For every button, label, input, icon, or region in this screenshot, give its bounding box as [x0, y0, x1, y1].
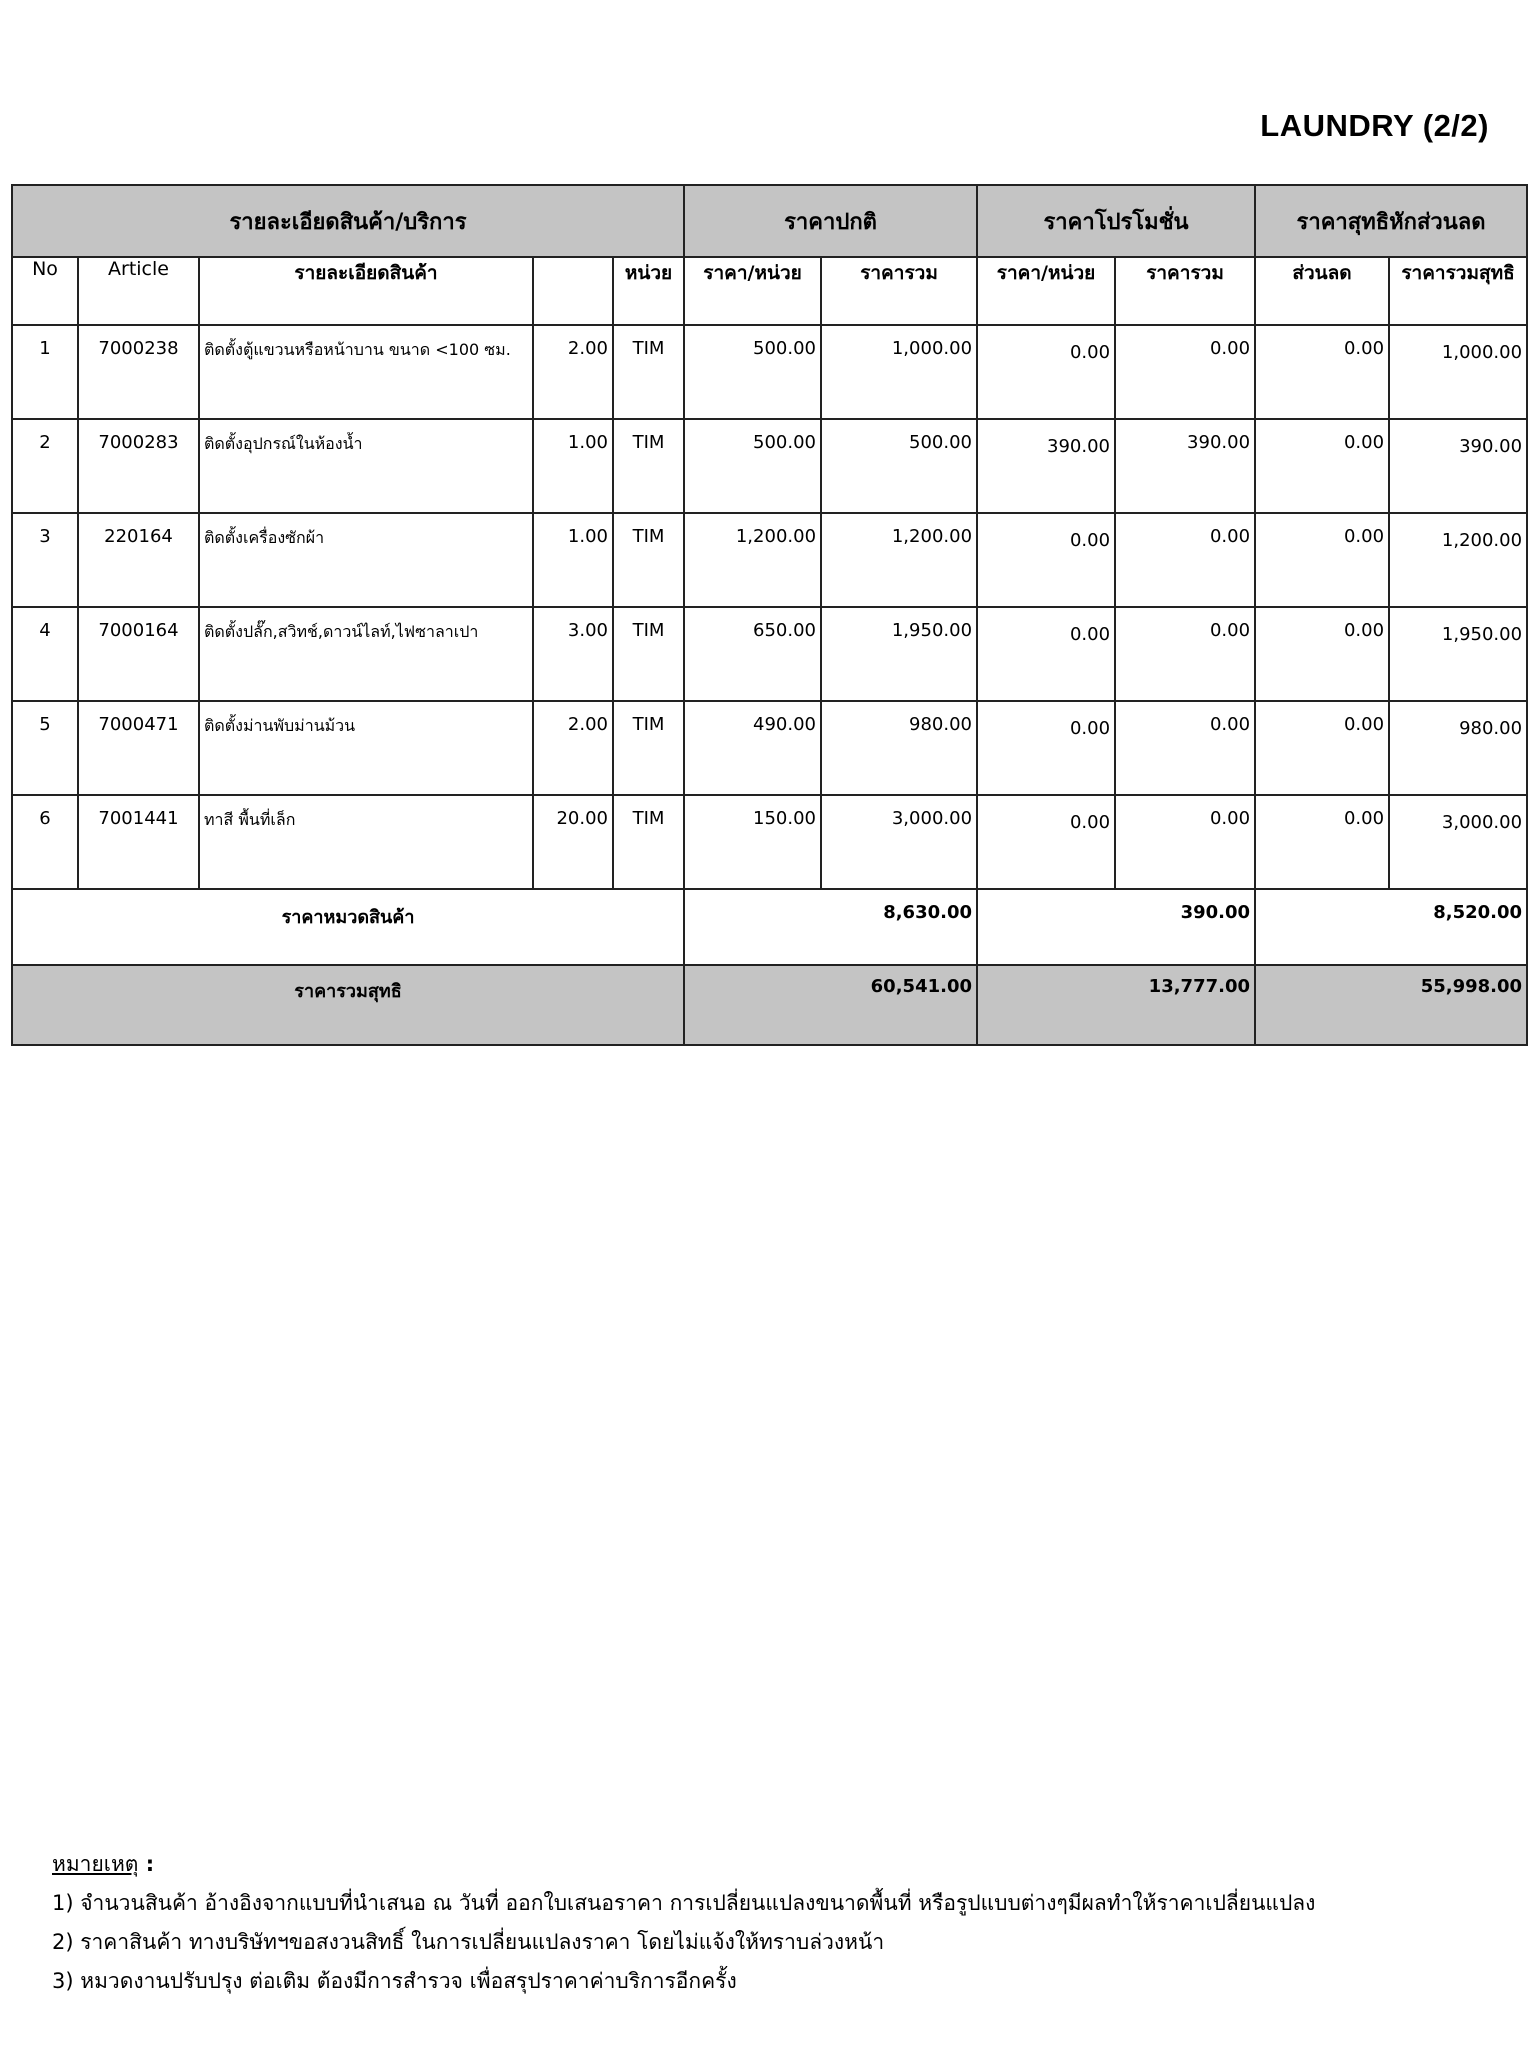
- col-promo-total-header: ราคารวม: [1115, 257, 1255, 325]
- row-normal-total: 1,000.00: [821, 325, 977, 419]
- grand-total-promo: 13,777.00: [977, 965, 1255, 1045]
- row-normal-unit-price: 1,200.00: [684, 513, 821, 607]
- remark-item: 1) จำนวนสินค้า อ้างอิงจากแบบที่นำเสนอ ณ วันที่ ออกใบเสนอราคา การเปลี่ยนแปลงขนาดพื้นที่ หรือรูปแบบต่างๆมีผลทำให้ราคาเปลี่ยนแปลง: [52, 1891, 1316, 1915]
- row-net-total: 980.00: [1389, 701, 1527, 795]
- row-discount: 0.00: [1255, 795, 1389, 889]
- page-title: LAUNDRY (2/2): [1260, 108, 1489, 143]
- row-promo-unit-price: 0.00: [977, 795, 1115, 889]
- grand-total-label: ราคารวมสุทธิ: [12, 965, 684, 1045]
- row-unit: TIM: [613, 513, 684, 607]
- col-no-header: No: [12, 257, 78, 325]
- grand-total-row: [12, 965, 1527, 1045]
- row-unit: TIM: [613, 701, 684, 795]
- row-normal-unit-price: 650.00: [684, 607, 821, 701]
- row-promo-total: 0.00: [1115, 607, 1255, 701]
- row-normal-unit-price: 150.00: [684, 795, 821, 889]
- row-discount: 0.00: [1255, 419, 1389, 513]
- row-promo-total: 0.00: [1115, 701, 1255, 795]
- group-detail-header: รายละเอียดสินค้า/บริการ: [12, 185, 684, 257]
- row-article: 7000471: [78, 701, 199, 795]
- row-promo-total: 0.00: [1115, 795, 1255, 889]
- row-normal-total: 980.00: [821, 701, 977, 795]
- table-row: [12, 701, 1527, 795]
- row-normal-unit-price: 500.00: [684, 325, 821, 419]
- group-promo-price-header: ราคาโปรโมชั่น: [977, 185, 1255, 257]
- row-promo-unit-price: 0.00: [977, 701, 1115, 795]
- row-qty: 2.00: [533, 325, 613, 419]
- table-row: [12, 795, 1527, 889]
- row-qty: 1.00: [533, 513, 613, 607]
- col-description-header: รายละเอียดสินค้า: [199, 257, 533, 325]
- row-qty: 3.00: [533, 607, 613, 701]
- row-net-total: 1,200.00: [1389, 513, 1527, 607]
- row-description: ติดตั้งอุปกรณ์ในห้องน้ำ: [199, 419, 533, 513]
- grand-total-normal: 60,541.00: [684, 965, 977, 1045]
- row-qty: 2.00: [533, 701, 613, 795]
- row-promo-unit-price: 390.00: [977, 419, 1115, 513]
- table-row: [12, 513, 1527, 607]
- row-promo-unit-price: 0.00: [977, 325, 1115, 419]
- subtotal-promo-total: 390.00: [977, 889, 1255, 965]
- row-normal-unit-price: 500.00: [684, 419, 821, 513]
- row-article: 7000164: [78, 607, 199, 701]
- col-qty-header: [533, 257, 613, 325]
- subtotal-normal-total: 8,630.00: [684, 889, 977, 965]
- row-unit: TIM: [613, 419, 684, 513]
- remarks-heading-text: หมายเหตุ: [52, 1852, 139, 1876]
- row-promo-unit-price: 0.00: [977, 607, 1115, 701]
- category-subtotal-row: [12, 889, 1527, 965]
- row-net-total: 1,950.00: [1389, 607, 1527, 701]
- col-net-total-header: ราคารวมสุทธิ: [1389, 257, 1527, 325]
- row-article: 220164: [78, 513, 199, 607]
- row-no: 5: [12, 701, 78, 795]
- row-net-total: 1,000.00: [1389, 325, 1527, 419]
- col-unit-header: หน่วย: [613, 257, 684, 325]
- row-promo-total: 390.00: [1115, 419, 1255, 513]
- row-no: 3: [12, 513, 78, 607]
- remark-item: 3) หมวดงานปรับปรุง ต่อเติม ต้องมีการสำรวจ เพื่อสรุปราคาค่าบริการอีกครั้ง: [52, 1969, 737, 1993]
- row-no: 6: [12, 795, 78, 889]
- col-promo-unit-price-header: ราคา/หน่วย: [977, 257, 1115, 325]
- row-normal-total: 500.00: [821, 419, 977, 513]
- table-row: [12, 607, 1527, 701]
- row-no: 1: [12, 325, 78, 419]
- remarks-heading: [52, 1845, 1315, 1884]
- table-row: [12, 419, 1527, 513]
- group-header-row: [12, 185, 1527, 257]
- group-net-price-header: ราคาสุทธิหักส่วนลด: [1255, 185, 1527, 257]
- quotation-table: [11, 184, 1528, 1046]
- col-discount-header: ส่วนลด: [1255, 257, 1389, 325]
- row-discount: 0.00: [1255, 701, 1389, 795]
- row-no: 2: [12, 419, 78, 513]
- row-unit: TIM: [613, 607, 684, 701]
- row-normal-total: 1,200.00: [821, 513, 977, 607]
- row-promo-unit-price: 0.00: [977, 513, 1115, 607]
- row-promo-total: 0.00: [1115, 325, 1255, 419]
- row-normal-total: 3,000.00: [821, 795, 977, 889]
- table-row: [12, 325, 1527, 419]
- remark-item: 2) ราคาสินค้า ทางบริษัทฯขอสงวนสิทธิ์ ในการเปลี่ยนแปลงราคา โดยไม่แจ้งให้ทราบล่วงหน้า: [52, 1930, 885, 1954]
- remarks-section: [52, 1845, 1315, 2001]
- row-qty: 1.00: [533, 419, 613, 513]
- col-article-header: Article: [78, 257, 199, 325]
- row-discount: 0.00: [1255, 513, 1389, 607]
- row-unit: TIM: [613, 325, 684, 419]
- row-discount: 0.00: [1255, 607, 1389, 701]
- row-normal-total: 1,950.00: [821, 607, 977, 701]
- group-normal-price-header: ราคาปกติ: [684, 185, 977, 257]
- row-unit: TIM: [613, 795, 684, 889]
- row-article: 7000283: [78, 419, 199, 513]
- subtotal-net-total: 8,520.00: [1255, 889, 1527, 965]
- row-qty: 20.00: [533, 795, 613, 889]
- row-normal-unit-price: 490.00: [684, 701, 821, 795]
- row-no: 4: [12, 607, 78, 701]
- row-description: ติดตั้งตู้แขวนหรือหน้าบาน ขนาด <100 ซม.: [199, 325, 533, 419]
- row-net-total: 3,000.00: [1389, 795, 1527, 889]
- row-article: 7000238: [78, 325, 199, 419]
- remarks-heading-colon: :: [138, 1852, 155, 1876]
- row-article: 7001441: [78, 795, 199, 889]
- row-description: ติดตั้งปลั๊ก,สวิทช์,ดาวน์ไลท์,ไฟซาลาเปา: [199, 607, 533, 701]
- row-description: ติดตั้งเครื่องซักผ้า: [199, 513, 533, 607]
- row-promo-total: 0.00: [1115, 513, 1255, 607]
- row-discount: 0.00: [1255, 325, 1389, 419]
- row-net-total: 390.00: [1389, 419, 1527, 513]
- column-header-row: [12, 257, 1527, 325]
- col-normal-total-header: ราคารวม: [821, 257, 977, 325]
- row-description: ทาสี พื้นที่เล็ก: [199, 795, 533, 889]
- col-normal-unit-price-header: ราคา/หน่วย: [684, 257, 821, 325]
- row-description: ติดตั้งม่านพับม่านม้วน: [199, 701, 533, 795]
- grand-total-net: 55,998.00: [1255, 965, 1527, 1045]
- subtotal-label: ราคาหมวดสินค้า: [12, 889, 684, 965]
